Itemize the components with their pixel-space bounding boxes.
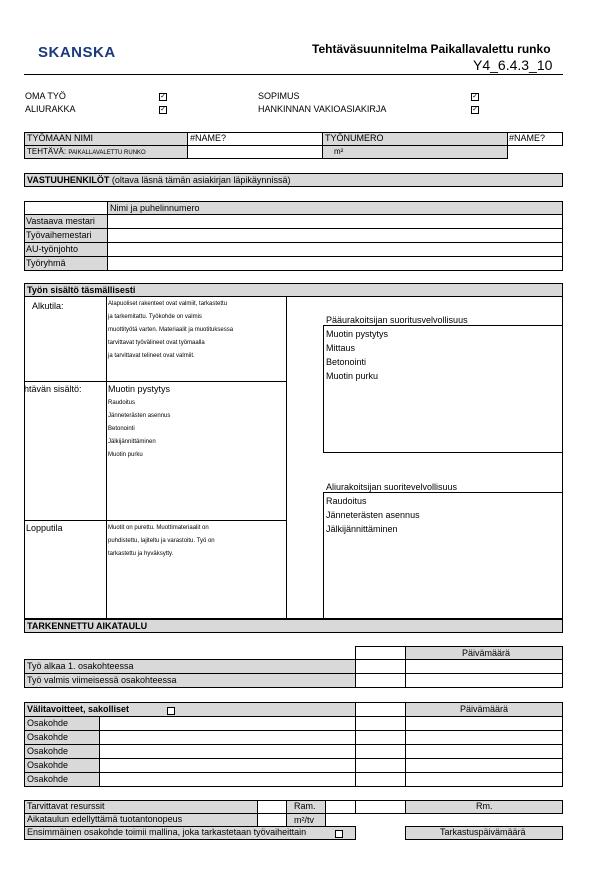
osakohde-desc-4[interactable]: [99, 772, 356, 787]
alkutila-label: Alkutila:: [32, 301, 64, 311]
area-unit: m²: [334, 147, 344, 156]
tehtavan-item: Raudoitus: [108, 400, 136, 406]
vastuu-value-1[interactable]: [107, 228, 563, 243]
aliurakka-checkbox[interactable]: ✓: [160, 106, 166, 113]
name-value-2: #NAME?: [509, 133, 546, 143]
aikataulu-date-1[interactable]: [405, 673, 563, 688]
alkutila-bottom: [24, 381, 286, 382]
osakohde-date-1[interactable]: [405, 730, 563, 745]
osakohde-mid-2[interactable]: [355, 744, 406, 759]
tarkastus-label: Tarkastuspäivämäärä: [440, 827, 526, 837]
paa-item: Muotin purku: [326, 371, 379, 381]
ensimmainen-label: Ensimmäinen osakohde toimii mallina, joka tarkastetaan työvaiheittain: [27, 827, 307, 837]
resurssit-blank[interactable]: [355, 800, 406, 814]
sisalto-divider-1: [106, 296, 107, 619]
tehtava-label-text: TEHTÄVÄ:: [27, 147, 67, 156]
alkutila-line: tarvittavat työvälineet ovat työmaalla: [108, 340, 205, 346]
valitavoitteet-checkbox[interactable]: [167, 707, 175, 715]
vastuu-row-label: Työryhmä: [26, 258, 66, 268]
vastuu-row-label: AU-työnjohto: [26, 244, 79, 254]
resurssit-value-1[interactable]: [257, 800, 287, 814]
aikataulu-row-label: Työ alkaa 1. osakohteessa: [27, 661, 134, 671]
aikataulu-nopeus-label: Aikataulun edellyttämä tuotantonopeus: [27, 814, 183, 824]
ali-items: [326, 494, 420, 536]
osakohde-mid-3[interactable]: [355, 758, 406, 773]
alkutila-line: Alapuoliset rakenteet ovat valmiit, tarkastettu: [108, 301, 228, 307]
ram-value[interactable]: [325, 800, 356, 814]
tehtavan-item: Muotin purku: [108, 452, 143, 458]
paa-item: Betonointi: [326, 357, 367, 367]
aikataulu-title: TARKENNETTU AIKATAULU: [27, 621, 148, 631]
lopputila-label: Lopputila: [26, 523, 63, 533]
osakohde-label: Osakohde: [27, 718, 69, 728]
osakohde-mid-4[interactable]: [355, 772, 406, 787]
document-title: Tehtäväsuunnitelma Paikallavalettu runko: [312, 42, 551, 56]
tehtavan-item: Betonointi: [108, 426, 135, 432]
vastuu-col-label: Nimi ja puhelinnumero: [110, 203, 200, 213]
osakohde-label: Osakohde: [27, 732, 69, 742]
area-cell: [322, 145, 508, 159]
alkutila-line: ja tarkemitattu. Työkohde on valmis: [108, 314, 202, 320]
vastuu-row-label: Vastaava mestari: [26, 216, 95, 226]
vastuu-row-label: Työvaihemestari: [26, 230, 92, 240]
osakohde-desc-2[interactable]: [99, 744, 356, 759]
lopputila-line: puhdistettu, lajiteltu ja varastoitu. Työ on: [108, 538, 215, 544]
ram-label: Ram.: [294, 801, 316, 811]
alkutila-text: [108, 298, 233, 363]
tehtava-value: PAIKALLAVALETTU RUNKO: [68, 150, 146, 156]
lopputila-text: [108, 522, 215, 561]
paa-item: Muotin pystytys: [326, 329, 389, 339]
alkutila-line: ja tarvittavat telineet ovat valmiit.: [108, 353, 195, 359]
tehtavan-item: Jänneterästen asennus: [108, 413, 171, 419]
osakohde-desc-0[interactable]: [99, 716, 356, 731]
ali-item: Jälkijännittäminen: [326, 524, 398, 534]
tyonumero-label: TYÖNUMERO: [325, 133, 384, 143]
osakohde-desc-3[interactable]: [99, 758, 356, 773]
osakohde-mid-1[interactable]: [355, 730, 406, 745]
paa-item: Mittaus: [326, 343, 356, 353]
tehtavan-label: htävän sisältö:: [24, 384, 82, 394]
sisalto-title: Työn sisältö täsmällisesti: [27, 285, 136, 295]
lopputila-line: Muotit on purettu. Muottimateriaalit on: [108, 525, 209, 531]
document-code: Y4_6.4.3_10: [473, 57, 553, 73]
sisalto-divider-2: [286, 296, 287, 619]
rm-label: Rm.: [476, 801, 493, 811]
vastuu-value-3[interactable]: [107, 256, 563, 271]
paa-items: [326, 327, 388, 383]
oma-tyo-checkbox[interactable]: ✓: [160, 93, 166, 100]
vastuu-note: (oltava läsnä tämän asiakirjan läpikäynnissä): [111, 175, 291, 185]
tehtavan-bottom: [24, 520, 286, 521]
osakohde-date-2[interactable]: [405, 744, 563, 759]
aikataulu-mid-1[interactable]: [355, 673, 406, 688]
valitavoitteet-date-label: Päivämäärä: [460, 704, 509, 714]
osakohde-desc-1[interactable]: [99, 730, 356, 745]
tehtava-label: [27, 147, 146, 156]
valitavoitteet-blank: [355, 702, 406, 717]
osakohde-label: Osakohde: [27, 774, 69, 784]
nopeus-unit: m²/tv: [294, 815, 314, 825]
aikataulu-mid-0[interactable]: [355, 659, 406, 674]
resurssit-label: Tarvittavat resurssit: [27, 801, 105, 811]
ali-title: Aliurakoitsijan suoritevelvollisuus: [326, 482, 458, 492]
vastuu-title: VASTUUHENKILÖT: [27, 175, 110, 185]
hankinnan-checkbox[interactable]: ✓: [472, 106, 478, 113]
paa-title: Pääurakoitsijan suoritusvelvollisuus: [326, 315, 468, 325]
tehtavan-items: [108, 397, 170, 462]
aliurakka-label: ALIURAKKA: [25, 104, 76, 114]
ali-item: Raudoitus: [326, 496, 367, 506]
tehtavan-item: Jälkijännittäminen: [108, 439, 156, 445]
oma-tyo-label: OMA TYÖ: [25, 91, 66, 101]
tyomaan-nimi-label: TYÖMAAN NIMI: [27, 133, 94, 143]
tehtavan-head: Muotin pystytys: [108, 384, 171, 394]
logo: SKANSKA: [38, 44, 116, 61]
alkutila-line: muottityötä varten. Materiaalit ja muotituksessa: [108, 327, 234, 333]
lopputila-line: tarkastettu ja hyväksytty.: [108, 551, 174, 557]
sopimus-checkbox[interactable]: ✓: [472, 93, 478, 100]
aikataulu-row-label: Työ valmis viimeisessä osakohteessa: [27, 675, 177, 685]
valitavoitteet-title: Välitavoitteet, sakolliset: [27, 704, 130, 714]
hankinnan-label: HANKINNAN VAKIOASIAKIRJA: [258, 104, 387, 114]
osakohde-date-3[interactable]: [405, 758, 563, 773]
osakohde-mid-0[interactable]: [355, 716, 406, 731]
ensimmainen-checkbox[interactable]: [335, 830, 343, 838]
aikataulu-date-0[interactable]: [405, 659, 563, 674]
osakohde-label: Osakohde: [27, 760, 69, 770]
vastuu-value-0[interactable]: [107, 214, 563, 229]
osakohde-date-0[interactable]: [405, 716, 563, 731]
nopeus-value[interactable]: [257, 813, 287, 827]
osakohde-label: Osakohde: [27, 746, 69, 756]
aikataulu-date-label: Päivämäärä: [462, 648, 511, 658]
osakohde-date-4[interactable]: [405, 772, 563, 787]
name-value-1: #NAME?: [190, 133, 227, 143]
aikataulu-blank-1: [355, 646, 406, 660]
header-rule: [24, 74, 563, 75]
vastuu-title-wrap: [27, 175, 290, 185]
tehtava-value-cell[interactable]: [187, 145, 323, 159]
ali-item: Jänneterästen asennus: [326, 510, 420, 520]
sopimus-label: SOPIMUS: [258, 91, 300, 101]
vastuu-value-2[interactable]: [107, 242, 563, 257]
